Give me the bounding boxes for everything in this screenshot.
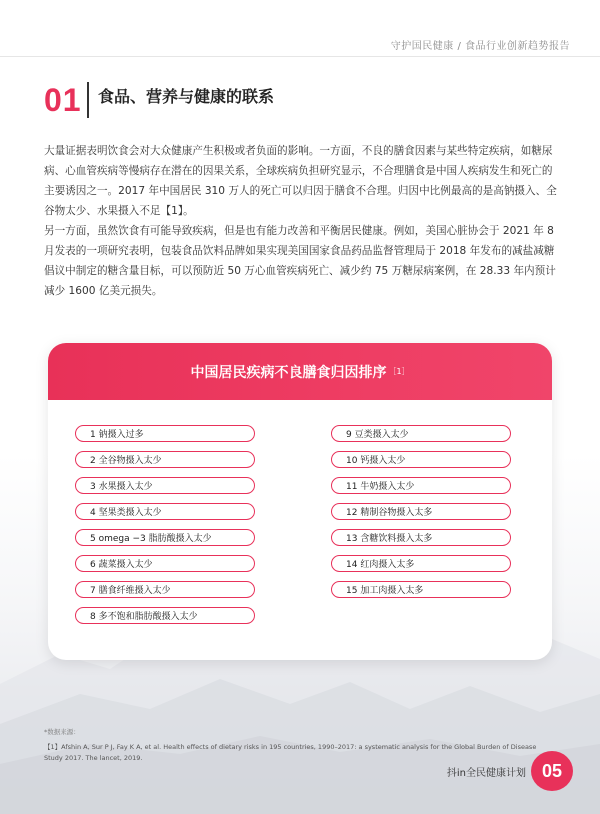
ranking-item: 7 膳食纤维摄入太少 [75, 581, 255, 598]
page-number-badge: 05 [531, 751, 573, 791]
ranking-item: 13 含糖饮料摄入太多 [331, 529, 511, 546]
ranking-card-title-ref: ［1］ [388, 367, 410, 376]
ranking-card-title: 中国居民疾病不良膳食归因排序 [190, 364, 387, 381]
ranking-list-right [331, 425, 511, 607]
footnote-label: *数据来源： [44, 728, 80, 736]
ranking-item: 11 牛奶摄入太少 [331, 477, 511, 494]
ranking-item: 10 钙摄入太少 [331, 451, 511, 468]
ranking-item: 1 钠摄入过多 [75, 425, 255, 442]
ranking-item: 5 omega −3 脂肪酸摄入太少 [75, 529, 255, 546]
footer-brand: 抖in全民健康计划 [446, 768, 526, 779]
report-header-title: 守护国民健康 / 食品行业创新趋势报告 [390, 41, 570, 52]
section-title: 食品、营养与健康的联系 [98, 87, 275, 106]
section-number: 01 [44, 82, 82, 118]
ranking-item: 4 坚果类摄入太少 [75, 503, 255, 520]
ranking-item: 9 豆类摄入太少 [331, 425, 511, 442]
header-divider [0, 56, 600, 57]
ranking-card [48, 343, 552, 660]
body-paragraph-1: 大量证据表明饮食会对大众健康产生积极或者负面的影响。一方面，不良的膳食因素与某些特定疾病，如糖尿病、心血管疾病等慢病存在潜在的因果关系，全球疾病负担研究显示，不合理膳食是中国人疾病发生和死亡的主要诱因之一。2017 年中国居民 310 万人的死亡可以归因于膳食不合理。归因中比例最高的是高钠摄入、全谷物太少、水果摄入不足【1】。 [44, 145, 557, 217]
footnote-reference: 【1】Afshin A, Sur P J, Fay K A, et al. Health effects of dietary risks in 195 countries, 1990–2017: a systematic analysis for the Global Burden of Disease Study 2017. The lancet, 2019. [44, 743, 537, 762]
ranking-item: 8 多不饱和脂肪酸摄入太少 [75, 607, 255, 624]
section-divider [87, 82, 89, 118]
ranking-item: 3 水果摄入太少 [75, 477, 255, 494]
ranking-item: 15 加工肉摄入太多 [331, 581, 511, 598]
body-paragraph-2: 另一方面，虽然饮食有可能导致疾病，但是也有能力改善和平衡居民健康。例如，美国心脏协会于 2021 年 8 月发表的一项研究表明，包装食品饮料品牌如果实现美国国家食品药品监督管理局于 2018 年发布的减盐减糖倡议中制定的糖含量目标，可以预防近 50 万心血管疾病死亡、减少约 75 万糖尿病案例，在 28.33 年内预计减少 1600 亿美元损失。 [44, 225, 556, 297]
ranking-card-header [48, 343, 552, 400]
ranking-item: 12 精制谷物摄入太多 [331, 503, 511, 520]
ranking-list-left [75, 425, 255, 633]
ranking-item: 6 蔬菜摄入太少 [75, 555, 255, 572]
ranking-item: 14 红肉摄入太多 [331, 555, 511, 572]
ranking-item: 2 全谷物摄入太少 [75, 451, 255, 468]
